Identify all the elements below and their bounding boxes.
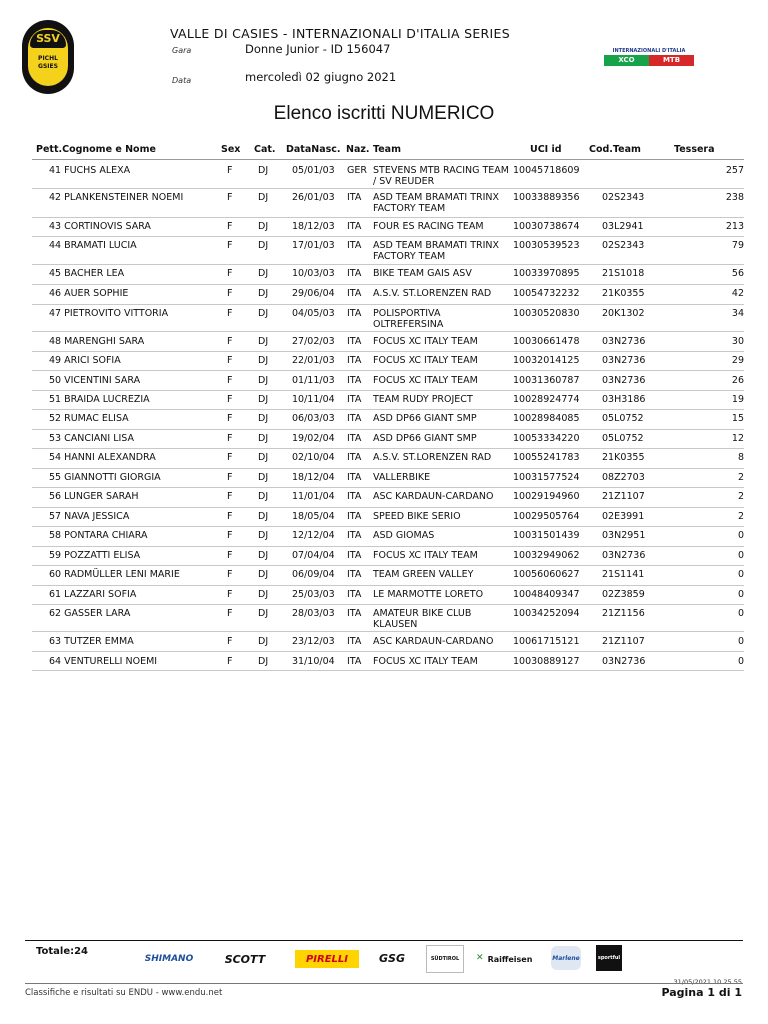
data-label: Data <box>172 76 192 85</box>
entry-birthdate: 17/01/03 <box>292 240 335 251</box>
entry-name: 46 AUER SOPHIE <box>49 288 129 299</box>
entry-nationality: ITA <box>347 636 362 647</box>
entry-nationality: ITA <box>347 452 362 463</box>
col-naz: Naz. <box>346 144 370 155</box>
entry-birthdate: 31/10/04 <box>292 656 335 667</box>
entry-name: 56 LUNGER SARAH <box>49 491 139 502</box>
row-divider <box>32 585 744 586</box>
entry-uci-id: 10030738674 <box>513 221 580 232</box>
print-timestamp: 31/05/2021 10.25.55 <box>673 978 742 986</box>
col-sex: Sex <box>221 144 241 155</box>
entry-birthdate: 02/10/04 <box>292 452 335 463</box>
entry-sex: F <box>227 511 233 522</box>
entry-team: ASD TEAM BRAMATI TRINX FACTORY TEAM <box>373 192 500 214</box>
entry-name: 58 PONTARA CHIARA <box>49 530 148 541</box>
entry-birthdate: 26/01/03 <box>292 192 335 203</box>
entry-team-code: 21K0355 <box>602 288 645 299</box>
entry-category: DJ <box>258 511 269 522</box>
entry-uci-id: 10053334220 <box>513 433 580 444</box>
entry-sex: F <box>227 491 233 502</box>
entry-uci-id: 10031501439 <box>513 530 580 541</box>
entry-name: 43 CORTINOVIS SARA <box>49 221 151 232</box>
page-number: Pagina 1 di 1 <box>661 986 742 999</box>
entry-team: A.S.V. ST.LORENZEN RAD <box>373 288 492 299</box>
entry-tessera: 0 <box>737 569 744 580</box>
entry-name: 54 HANNI ALEXANDRA <box>49 452 156 463</box>
entry-nationality: ITA <box>347 491 362 502</box>
sponsor-scott: SCOTT <box>224 952 266 966</box>
row-divider <box>32 565 744 566</box>
entry-category: DJ <box>258 656 269 667</box>
entry-uci-id: 10031577524 <box>513 472 580 483</box>
logo-text-pichl-gsies: PICHL GSIES <box>38 55 58 70</box>
entry-tessera: 19 <box>731 394 744 405</box>
entry-tessera: 42 <box>731 288 744 299</box>
entry-tessera: 257 <box>725 165 744 176</box>
entry-tessera: 15 <box>731 413 744 424</box>
entry-tessera: 2 <box>737 511 744 522</box>
entry-name: 61 LAZZARI SOFIA <box>49 589 137 600</box>
entry-uci-id: 10033970895 <box>513 268 580 279</box>
entry-sex: F <box>227 240 233 251</box>
entry-category: DJ <box>258 636 269 647</box>
entry-name: 52 RUMAC ELISA <box>49 413 129 424</box>
entry-uci-id: 10045718609 <box>513 165 580 176</box>
entry-team-code: 02E3991 <box>602 511 645 522</box>
entry-name: 64 VENTURELLI NOEMI <box>49 656 158 667</box>
entry-birthdate: 05/01/03 <box>292 165 335 176</box>
entry-uci-id: 10048409347 <box>513 589 580 600</box>
row-divider <box>32 448 744 449</box>
entry-nationality: ITA <box>347 433 362 444</box>
entry-uci-id: 10054732232 <box>513 288 580 299</box>
row-divider <box>32 409 744 410</box>
row-divider <box>32 546 744 547</box>
entry-sex: F <box>227 288 233 299</box>
entry-category: DJ <box>258 221 269 232</box>
entry-sex: F <box>227 308 233 319</box>
entry-team-code: 20K1302 <box>602 308 645 319</box>
entry-team-code: 03N2951 <box>602 530 646 541</box>
entry-name: 57 NAVA JESSICA <box>49 511 130 522</box>
entry-birthdate: 01/11/03 <box>292 375 335 386</box>
entry-team-code: 03N2736 <box>602 336 646 347</box>
entry-nationality: ITA <box>347 308 362 319</box>
ssv-pichl-gsies-logo <box>22 20 74 94</box>
entry-birthdate: 28/03/03 <box>292 608 335 619</box>
entry-team: ASD DP66 GIANT SMP <box>373 413 477 424</box>
entry-name: 55 GIANNOTTI GIORGIA <box>49 472 161 483</box>
entry-team-code: 05L0752 <box>602 413 644 424</box>
entry-sex: F <box>227 608 233 619</box>
entry-sex: F <box>227 165 233 176</box>
entry-uci-id: 10030539523 <box>513 240 580 251</box>
entry-tessera: 56 <box>731 268 744 279</box>
sponsor-shimano: SHIMANO <box>144 954 194 964</box>
entry-tessera: 30 <box>731 336 744 347</box>
page-title: Elenco iscritti NUMERICO <box>273 103 495 124</box>
logo-text-ssv: SSV <box>30 30 66 48</box>
entry-uci-id: 10028984085 <box>513 413 580 424</box>
entry-team-code: 21S1018 <box>602 268 645 279</box>
entry-tessera: 0 <box>737 550 744 561</box>
sponsor-gsg: GSG <box>379 951 405 965</box>
entry-category: DJ <box>258 192 269 203</box>
entry-nationality: ITA <box>347 375 362 386</box>
row-divider <box>32 236 744 237</box>
entry-sex: F <box>227 394 233 405</box>
entry-birthdate: 25/03/03 <box>292 589 335 600</box>
entry-category: DJ <box>258 530 269 541</box>
entry-birthdate: 06/03/03 <box>292 413 335 424</box>
entry-category: DJ <box>258 268 269 279</box>
entry-category: DJ <box>258 550 269 561</box>
entry-name: 63 TUTZER EMMA <box>49 636 134 647</box>
entry-team: ASD GIOMAS <box>373 530 435 541</box>
entry-name: 62 GASSER LARA <box>49 608 131 619</box>
entry-tessera: 238 <box>725 192 744 203</box>
entry-sex: F <box>227 433 233 444</box>
entry-sex: F <box>227 375 233 386</box>
entry-nationality: ITA <box>347 288 362 299</box>
entry-tessera: 8 <box>737 452 744 463</box>
sponsor-pirelli: PIRELLI <box>295 950 359 968</box>
entry-uci-id: 10029505764 <box>513 511 580 522</box>
entry-category: DJ <box>258 240 269 251</box>
entry-team-code: 08Z2703 <box>602 472 645 483</box>
entry-team: ASC KARDAUN-CARDANO <box>373 491 494 502</box>
entry-category: DJ <box>258 472 269 483</box>
entry-name: 51 BRAIDA LUCREZIA <box>49 394 150 405</box>
entry-sex: F <box>227 336 233 347</box>
col-team: Team <box>373 144 401 155</box>
row-divider <box>32 188 744 189</box>
entry-team-code: 02S2343 <box>602 240 645 251</box>
entry-name: 48 MARENGHI SARA <box>49 336 145 347</box>
entry-uci-id: 10055241783 <box>513 452 580 463</box>
row-divider <box>32 217 744 218</box>
entry-team-code: 03L2941 <box>602 221 644 232</box>
entry-sex: F <box>227 550 233 561</box>
entry-name: 42 PLANKENSTEINER NOEMI <box>49 192 184 203</box>
entry-nationality: ITA <box>347 550 362 561</box>
entry-sex: F <box>227 530 233 541</box>
entry-tessera: 0 <box>737 589 744 600</box>
entry-team-code: 03N2736 <box>602 550 646 561</box>
entry-nationality: ITA <box>347 656 362 667</box>
entry-team: ASD DP66 GIANT SMP <box>373 433 477 444</box>
entry-team: VALLERBIKE <box>373 472 431 483</box>
entry-name: 60 RADMÜLLER LENI MARIE <box>49 569 180 580</box>
entry-uci-id: 10032014125 <box>513 355 580 366</box>
entry-team: AMATEUR BIKE CLUB KLAUSEN <box>373 608 472 630</box>
entry-uci-id: 10056060627 <box>513 569 580 580</box>
entry-tessera: 2 <box>737 472 744 483</box>
entry-tessera: 0 <box>737 530 744 541</box>
entry-sex: F <box>227 472 233 483</box>
entry-team: LE MARMOTTE LORETO <box>373 589 484 600</box>
entry-birthdate: 29/06/04 <box>292 288 335 299</box>
entry-name: 44 BRAMATI LUCIA <box>49 240 137 251</box>
entry-nationality: ITA <box>347 355 362 366</box>
entry-team: FOUR ES RACING TEAM <box>373 221 484 232</box>
entry-birthdate: 06/09/04 <box>292 569 335 580</box>
entry-birthdate: 27/02/03 <box>292 336 335 347</box>
entry-team: ASD TEAM BRAMATI TRINX FACTORY TEAM <box>373 240 500 262</box>
entry-birthdate: 11/01/04 <box>292 491 335 502</box>
entry-birthdate: 18/12/03 <box>292 221 335 232</box>
entry-category: DJ <box>258 491 269 502</box>
sponsor-raiffeisen: Raiffeisen <box>487 954 533 964</box>
row-divider <box>32 331 744 332</box>
entry-team: FOCUS XC ITALY TEAM <box>373 656 478 667</box>
entry-uci-id: 10061715121 <box>513 636 580 647</box>
entry-uci-id: 10030661478 <box>513 336 580 347</box>
entry-tessera: 79 <box>731 240 744 251</box>
entry-birthdate: 07/04/04 <box>292 550 335 561</box>
sponsor-marlene: Marlene <box>551 946 581 970</box>
total-count: Totale:24 <box>36 946 89 957</box>
entry-name: 50 VICENTINI SARA <box>49 375 141 386</box>
entry-nationality: ITA <box>347 511 362 522</box>
entry-tessera: 29 <box>731 355 744 366</box>
entry-birthdate: 10/03/03 <box>292 268 335 279</box>
entry-tessera: 34 <box>731 308 744 319</box>
entry-tessera: 2 <box>737 491 744 502</box>
row-divider <box>32 390 744 391</box>
entry-uci-id: 10028924774 <box>513 394 580 405</box>
entry-tessera: 0 <box>737 636 744 647</box>
entry-category: DJ <box>258 608 269 619</box>
entry-category: DJ <box>258 165 269 176</box>
entry-tessera: 0 <box>737 608 744 619</box>
data-value: mercoledì 02 giugno 2021 <box>245 70 397 84</box>
entry-category: DJ <box>258 413 269 424</box>
col-cat: Cat. <box>254 144 276 155</box>
entry-category: DJ <box>258 452 269 463</box>
entry-nationality: ITA <box>347 221 362 232</box>
event-title: VALLE DI CASIES - INTERNAZIONALI D'ITALIA SERIES <box>170 26 510 41</box>
entry-team-code: 05L0752 <box>602 433 644 444</box>
brand-xco: XCO <box>604 55 649 66</box>
entry-uci-id: 10029194960 <box>513 491 580 502</box>
entry-team-code: 02S2343 <box>602 192 645 203</box>
entry-nationality: ITA <box>347 569 362 580</box>
entry-team: TEAM GREEN VALLEY <box>373 569 474 580</box>
entry-team-code: 21S1141 <box>602 569 645 580</box>
entry-birthdate: 18/12/04 <box>292 472 335 483</box>
entry-name: 49 ARICI SOFIA <box>49 355 121 366</box>
entry-uci-id: 10034252094 <box>513 608 580 619</box>
entry-tessera: 26 <box>731 375 744 386</box>
entry-nationality: ITA <box>347 530 362 541</box>
entry-team-code: 21Z1156 <box>602 608 645 619</box>
entry-team-code: 02Z3859 <box>602 589 645 600</box>
entry-birthdate: 19/02/04 <box>292 433 335 444</box>
entry-team: ASC KARDAUN-CARDANO <box>373 636 494 647</box>
sponsor-sportful: sportful <box>596 945 622 971</box>
entry-sex: F <box>227 413 233 424</box>
entry-uci-id: 10030520830 <box>513 308 580 319</box>
entry-team-code: 03N2736 <box>602 656 646 667</box>
entry-category: DJ <box>258 336 269 347</box>
entry-name: 47 PIETROVITO VITTORIA <box>49 308 169 319</box>
entry-team-code: 21Z1107 <box>602 636 645 647</box>
entry-uci-id: 10030889127 <box>513 656 580 667</box>
row-divider <box>32 526 744 527</box>
header-divider <box>32 159 744 160</box>
brand-text: INTERNAZIONALI D'ITALIA <box>612 48 686 54</box>
row-divider <box>32 670 744 671</box>
entry-birthdate: 04/05/03 <box>292 308 335 319</box>
row-divider <box>32 468 744 469</box>
col-pett-nome: Pett.Cognome e Nome <box>36 144 156 155</box>
entry-team: FOCUS XC ITALY TEAM <box>373 550 478 561</box>
gara-value: Donne Junior - ID 156047 <box>245 42 391 56</box>
entry-category: DJ <box>258 433 269 444</box>
entry-team: FOCUS XC ITALY TEAM <box>373 375 478 386</box>
entry-category: DJ <box>258 355 269 366</box>
entry-nationality: ITA <box>347 336 362 347</box>
entry-category: DJ <box>258 308 269 319</box>
entry-team-code: 03N2736 <box>602 375 646 386</box>
entry-sex: F <box>227 192 233 203</box>
entry-team: TEAM RUDY PROJECT <box>373 394 473 405</box>
row-divider <box>32 284 744 285</box>
entry-sex: F <box>227 452 233 463</box>
entry-name: 53 CANCIANI LISA <box>49 433 135 444</box>
entry-sex: F <box>227 569 233 580</box>
entry-name: 59 POZZATTI ELISA <box>49 550 141 561</box>
entry-team: BIKE TEAM GAIS ASV <box>373 268 472 279</box>
entry-team: POLISPORTIVA OLTREFERSINA <box>373 308 444 330</box>
entry-birthdate: 23/12/03 <box>292 636 335 647</box>
entry-nationality: ITA <box>347 608 362 619</box>
col-tessera: Tessera <box>674 144 715 155</box>
entry-tessera: 213 <box>725 221 744 232</box>
entry-category: DJ <box>258 394 269 405</box>
entry-nationality: ITA <box>347 413 362 424</box>
entry-tessera: 0 <box>737 656 744 667</box>
entry-team: STEVENS MTB RACING TEAM / SV REUDER <box>373 165 510 187</box>
entry-name: 41 FUCHS ALEXA <box>49 165 131 176</box>
entry-team-code: 21K0355 <box>602 452 645 463</box>
raiffeisen-cross-icon: ✕ <box>476 953 484 963</box>
entry-category: DJ <box>258 589 269 600</box>
entry-team: FOCUS XC ITALY TEAM <box>373 336 478 347</box>
col-uci: UCI id <box>530 144 562 155</box>
gara-label: Gara <box>172 46 192 55</box>
entry-nationality: ITA <box>347 472 362 483</box>
entry-team: SPEED BIKE SERIO <box>373 511 461 522</box>
row-divider <box>32 304 744 305</box>
entry-sex: F <box>227 221 233 232</box>
entry-team-code: 21Z1107 <box>602 491 645 502</box>
entry-nationality: ITA <box>347 240 362 251</box>
footer-divider-bottom <box>25 983 743 984</box>
footer-divider <box>25 940 743 941</box>
entry-category: DJ <box>258 569 269 580</box>
entry-uci-id: 10033889356 <box>513 192 580 203</box>
entry-sex: F <box>227 268 233 279</box>
sponsor-suedtirol: SÜDTIROL <box>426 945 464 973</box>
row-divider <box>32 631 744 632</box>
entry-uci-id: 10032949062 <box>513 550 580 561</box>
entry-uci-id: 10031360787 <box>513 375 580 386</box>
entry-nationality: ITA <box>347 589 362 600</box>
row-divider <box>32 487 744 488</box>
entry-nationality: ITA <box>347 268 362 279</box>
entry-birthdate: 12/12/04 <box>292 530 335 541</box>
entry-category: DJ <box>258 288 269 299</box>
entry-sex: F <box>227 355 233 366</box>
entry-category: DJ <box>258 375 269 386</box>
entry-team-code: 03H3186 <box>602 394 646 405</box>
entry-birthdate: 18/05/04 <box>292 511 335 522</box>
entry-tessera: 12 <box>731 433 744 444</box>
row-divider <box>32 370 744 371</box>
entry-sex: F <box>227 636 233 647</box>
row-divider <box>32 429 744 430</box>
entry-birthdate: 10/11/04 <box>292 394 335 405</box>
brand-mtb: MTB <box>649 55 694 66</box>
entry-name: 45 BACHER LEA <box>49 268 125 279</box>
row-divider <box>32 264 744 265</box>
row-divider <box>32 604 744 605</box>
entry-sex: F <box>227 589 233 600</box>
entry-team: FOCUS XC ITALY TEAM <box>373 355 478 366</box>
entry-team: A.S.V. ST.LORENZEN RAD <box>373 452 492 463</box>
entry-birthdate: 22/01/03 <box>292 355 335 366</box>
row-divider <box>32 651 744 652</box>
internazionali-italia-xco-logo <box>604 48 694 70</box>
row-divider <box>32 507 744 508</box>
entry-sex: F <box>227 656 233 667</box>
col-datanasc: DataNasc. <box>286 144 341 155</box>
endu-source-text: Classifiche e risultati su ENDU - www.endu.net <box>25 988 223 998</box>
entry-nationality: ITA <box>347 394 362 405</box>
entry-team-code: 03N2736 <box>602 355 646 366</box>
col-codteam: Cod.Team <box>589 144 641 155</box>
row-divider <box>32 351 744 352</box>
entry-nationality: GER <box>347 165 367 176</box>
entry-nationality: ITA <box>347 192 362 203</box>
